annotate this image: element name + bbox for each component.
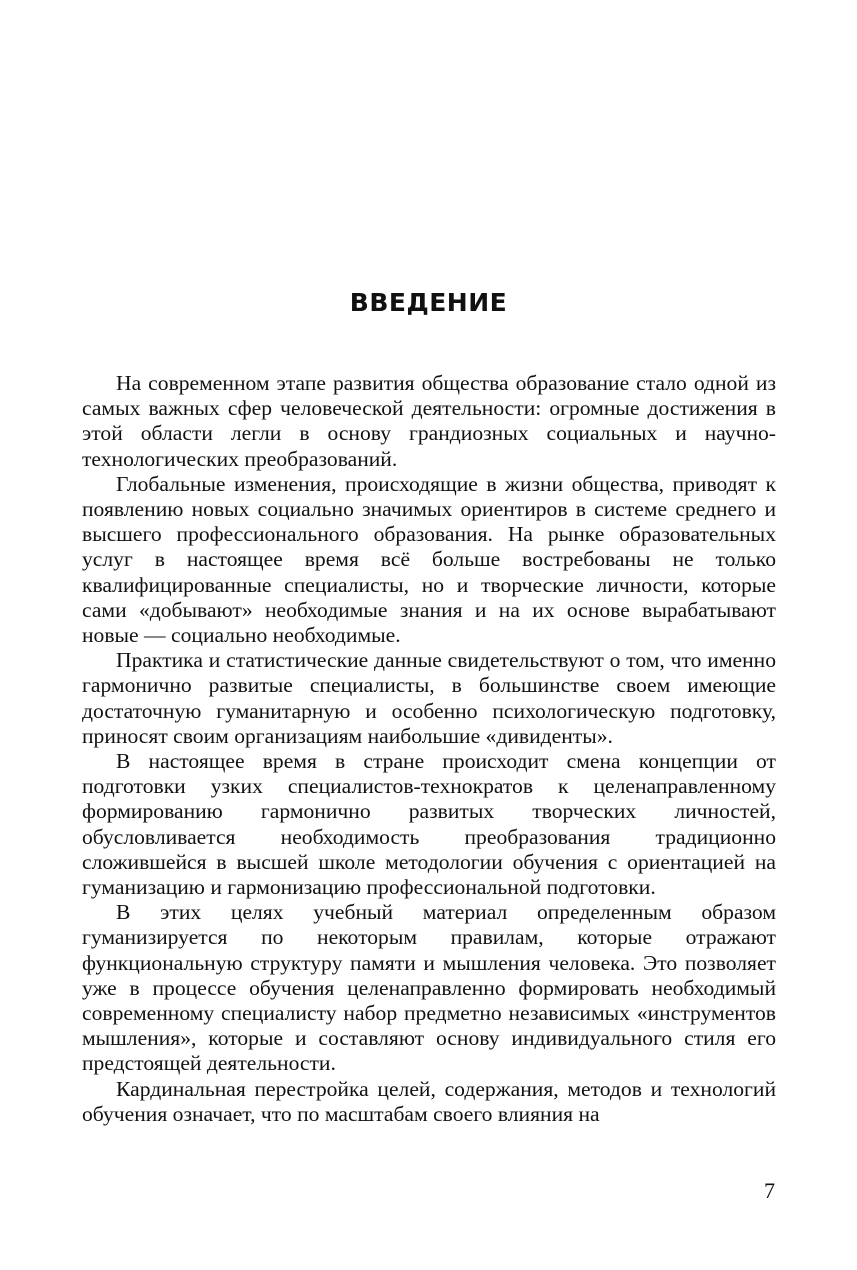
paragraph: В настоящее время в стране происходит смена концепции от подготовки узких специалистов-технократов к целенаправленному формированию гармонично развитых творческих личностей, обусловливается необходимость преобразования традиционно сложившейся в высшей школе методологии обучения с ориентацией на гуманизацию и гармонизацию профессиональной подготовки. xyxy=(82,749,776,900)
paragraph: В этих целях учебный материал определенным образом гуманизируется по некоторым правилам, которые отражают функциональную структуру памяти и мышления человека. Это позволяет уже в процессе обучения целенаправленно формировать необходимый современному специалисту набор предметно независимых «инструментов мышления», которые и составляют основу индивидуального стиля его предстоящей деятельности. xyxy=(82,900,776,1076)
paragraph: Кардинальная перестройка целей, содержания, методов и технологий обучения означает, что по масштабам своего влияния на xyxy=(82,1076,776,1126)
paragraph: Глобальные изменения, происходящие в жизни общества, приводят к появлению новых социально значимых ориентиров в системе среднего и высшего профессионального образования. На рынке образовательных услуг в настоящее время всё больше востребованы не только квалифицированные специалисты, но и творческие личности, которые сами «добывают» необходимые знания и на их основе вырабатывают новые — социально необходимые. xyxy=(82,471,776,648)
page-number: 7 xyxy=(764,1178,775,1203)
paragraph: Практика и статистические данные свидетельствуют о том, что именно гармонично развитые специалисты, в большинстве своем имеющие достаточную гуманитарную и особенно психологическую подготовку, приносят своим организациям наибольшие «дивиденты». xyxy=(82,648,776,748)
body-text xyxy=(82,371,776,1127)
chapter-title: ВВЕДЕНИЕ xyxy=(349,288,508,317)
paragraph: На современном этапе развития общества образование стало одной из самых важных сфер человеческой деятельности: огромные достижения в этой области легли в основу грандиозных социальных и научно-технологических преобразований. xyxy=(82,371,776,471)
